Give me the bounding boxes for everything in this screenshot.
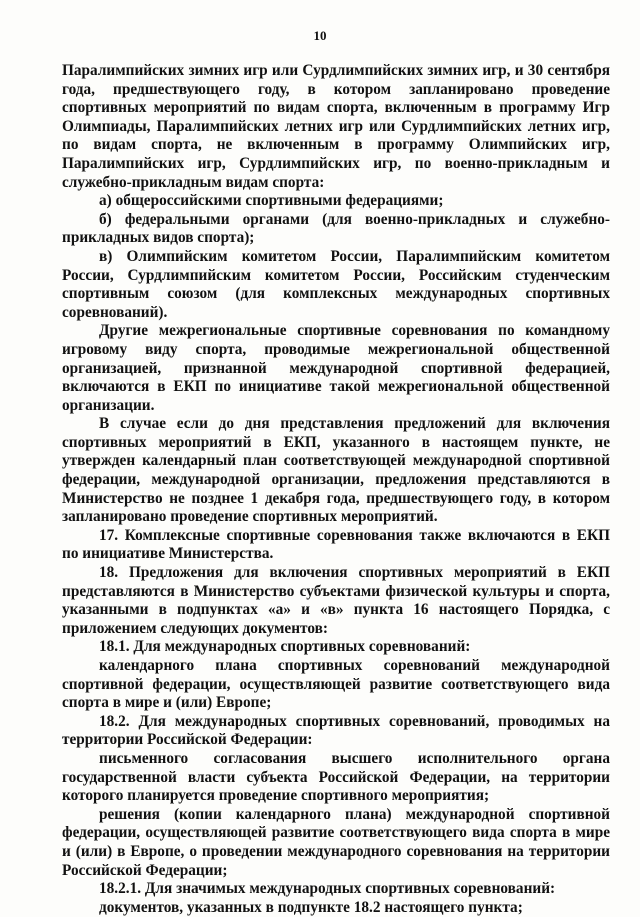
- paragraph: документов, указанных в подпункте 18.2 настоящего пункта;: [99, 898, 523, 916]
- paragraph: Паралимпийских зимних игр или Сурдлимпийских зимних игр, и 30 сентября года, предшествующего году, в котором запланировано проведение спортивных мероприятий по видам спорта, включенным в программу Игр Олимпиады, Паралимпийских летних игр или Сурдлимпийских летних игр, по видам спорта, не включенным в программу Олимпийских игр, Паралимпийских игр, Сурдлимпийских игр, по военно-прикладным и служебно-прикладным видам спорта:: [62, 62, 610, 191]
- document-body: [62, 62, 610, 917]
- paragraph: решения (копии календарного плана) международной спортивной федерации, осуществляющей развитие соответствующего вида спорта в мире и (или) в Европе, о проведении международного соревнования на территории Российской Федерации;: [62, 805, 610, 879]
- paragraph: Другие межрегиональные спортивные соревнования по командному игровому виду спорта, проводимые межрегиональной общественной организацией, признанной международной спортивной федерацией, включаются в ЕКП по инициативе такой межрегиональной общественной организации.: [62, 322, 610, 414]
- paragraph: б) федеральными органами (для военно-прикладных и служебно-прикладных видов спорта);: [62, 210, 610, 247]
- paragraph: 18. Предложения для включения спортивных мероприятий в ЕКП представляются в Министерство субъектами физической культуры и спорта, указанными в подпунктах «а» и «в» пункта 16 настоящего Порядка, с приложением следующих документов:: [62, 564, 610, 637]
- paragraph: 18.1. Для международных спортивных соревнований:: [99, 638, 471, 656]
- paragraph: письменного согласования высшего исполнительного органа государственной власти субъекта Российской Федерации, на территории которого планируется проведение спортивного мероприятия;: [62, 749, 610, 805]
- page-number: 10: [313, 28, 327, 43]
- paragraph: в) Олимпийским комитетом России, Паралимпийским комитетом России, Сурдлимпийским комитетом России, Российским студенческим спортивным союзом (для комплексных международных спортивных соревнований).: [62, 247, 610, 321]
- paragraph: календарного плана спортивных соревнований международной спортивной федерации, осуществляющей развитие соответствующего вида спорта в мире и (или) Европе;: [62, 657, 610, 712]
- paragraph: 17. Комплексные спортивные соревнования также включаются в ЕКП по инициативе Министерства.: [62, 526, 610, 563]
- paragraph: а) общероссийскими спортивными федерациями;: [99, 192, 444, 210]
- paragraph: 18.2.1. Для значимых международных спортивных соревнований:: [99, 880, 556, 898]
- paragraph: 18.2. Для международных спортивных соревнований, проводимых на территории Российской Федерации:: [62, 712, 610, 749]
- paragraph: В случае если до дня представления предложений для включения спортивных мероприятий в ЕКП, указанного в настоящем пункте, не утвержден календарный план соответствующей международной спортивной федерации, международной организации, предложения представляются в Министерство не позднее 1 декабря года, предшествующего году, в котором запланировано проведение спортивных мероприятий.: [62, 415, 610, 526]
